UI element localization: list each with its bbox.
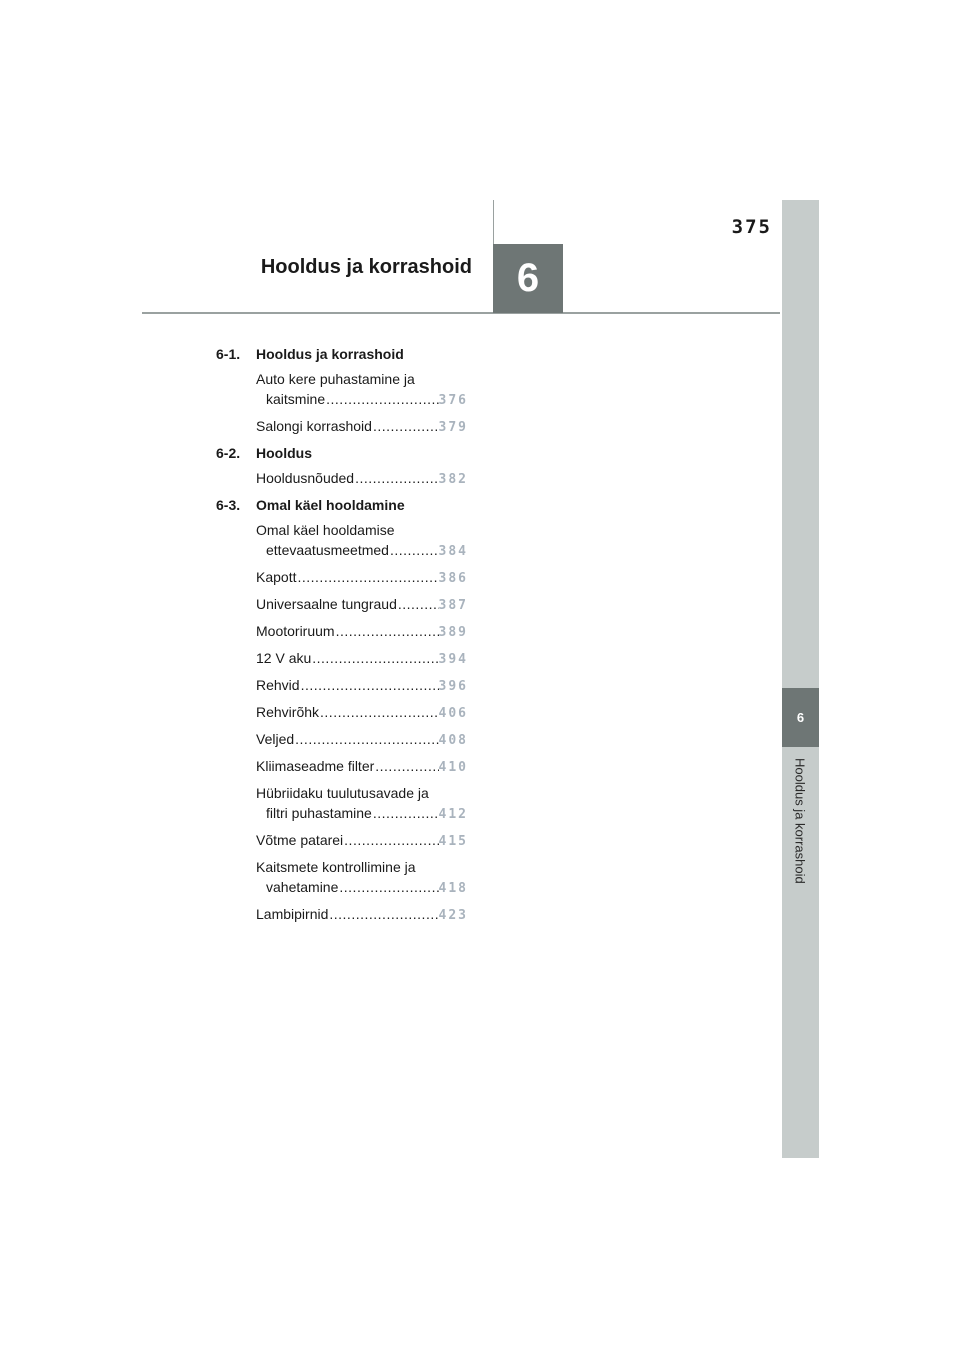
- toc-page-link[interactable]: 415: [438, 834, 468, 849]
- table-of-contents: [216, 344, 468, 931]
- toc-page-link[interactable]: 389: [438, 625, 468, 640]
- toc-entry[interactable]: [256, 416, 468, 438]
- toc-entry-label: ettevaatusmeetmed: [266, 542, 389, 558]
- section-title: Omal käel hooldamine: [256, 497, 405, 513]
- toc-entry-label: Salongi korrashoid: [256, 418, 372, 434]
- toc-entry-label: filtri puhastamine: [266, 805, 372, 821]
- toc-entry-first-line: Kaitsmete kontrollimine ja: [256, 859, 416, 875]
- dot-leader: [397, 594, 439, 614]
- toc-page-link[interactable]: 396: [438, 679, 468, 694]
- dot-leader: [311, 648, 438, 668]
- toc-entry-label: Universaalne tungraud: [256, 596, 397, 612]
- section-number: 6-3.: [216, 497, 241, 513]
- dot-leader: [319, 702, 438, 722]
- toc-entry[interactable]: [256, 468, 468, 490]
- toc-entry[interactable]: [256, 567, 468, 589]
- side-thumb-strip: [782, 200, 819, 1158]
- toc-entry-label: kaitsmine: [266, 391, 326, 407]
- toc-entry[interactable]: [256, 830, 468, 852]
- dot-leader: [296, 567, 438, 587]
- toc-entry[interactable]: [256, 648, 468, 670]
- side-chapter-tab[interactable]: 6: [782, 688, 819, 747]
- header-rule: [142, 312, 780, 314]
- toc-entry-first-line: Omal käel hooldamise: [256, 522, 395, 538]
- dot-leader: [338, 877, 438, 897]
- toc-entry[interactable]: [256, 594, 468, 616]
- toc-entry-first-line: Hübriidaku tuulutusavade ja: [256, 785, 429, 801]
- dot-leader: [389, 540, 439, 560]
- dot-leader: [354, 468, 438, 488]
- toc-page-link[interactable]: 412: [438, 807, 468, 822]
- toc-page-link[interactable]: 410: [438, 760, 468, 775]
- page-number: 375: [731, 216, 772, 238]
- dot-leader: [328, 904, 438, 924]
- toc-entry-label: Veljed: [256, 731, 295, 747]
- toc-entry[interactable]: [256, 369, 468, 411]
- toc-entry-label: 12 V aku: [256, 650, 312, 666]
- dot-leader: [372, 416, 439, 436]
- toc-entry-label: Kliimaseadme filter: [256, 758, 375, 774]
- toc-page-link[interactable]: 423: [438, 908, 468, 923]
- toc-entry[interactable]: [256, 702, 468, 724]
- toc-section-heading[interactable]: [216, 344, 468, 364]
- toc-entry[interactable]: [256, 675, 468, 697]
- toc-entry-label: Kapott: [256, 569, 297, 585]
- header-vertical-rule: [493, 200, 494, 244]
- toc-entry-label: Võtme patarei: [256, 832, 344, 848]
- side-chapter-label: Hooldus ja korrashoid: [792, 758, 808, 884]
- toc-page-link[interactable]: 382: [438, 472, 468, 487]
- toc-page-link[interactable]: 379: [438, 420, 468, 435]
- dot-leader: [300, 675, 439, 695]
- dot-leader: [335, 621, 439, 641]
- toc-entry-label: Mootoriruum: [256, 623, 335, 639]
- toc-page-link[interactable]: 387: [438, 598, 468, 613]
- section-number: 6-2.: [216, 445, 241, 461]
- chapter-title: Hooldus ja korrashoid: [260, 256, 472, 278]
- toc-page-link[interactable]: 376: [438, 393, 468, 408]
- toc-entry-label: vahetamine: [266, 879, 339, 895]
- toc-page-link[interactable]: 394: [438, 652, 468, 667]
- toc-page-link[interactable]: 406: [438, 706, 468, 721]
- dot-leader: [372, 803, 439, 823]
- toc-page-link[interactable]: 386: [438, 571, 468, 586]
- dot-leader: [325, 389, 438, 409]
- dot-leader: [343, 830, 438, 850]
- toc-entry[interactable]: [256, 729, 468, 751]
- toc-page-link[interactable]: 384: [438, 544, 468, 559]
- dot-leader: [374, 756, 438, 776]
- toc-entry[interactable]: [256, 621, 468, 643]
- toc-page-link[interactable]: 408: [438, 733, 468, 748]
- toc-entry[interactable]: [256, 904, 468, 926]
- toc-entry-first-line: Auto kere puhastamine ja: [256, 371, 415, 387]
- toc-section-heading[interactable]: [216, 495, 468, 515]
- section-title: Hooldus: [256, 445, 312, 461]
- toc-entry[interactable]: [256, 783, 468, 825]
- toc-entry-label: Hooldusnõuded: [256, 470, 355, 486]
- toc-entry[interactable]: [256, 520, 468, 562]
- dot-leader: [294, 729, 438, 749]
- toc-entry-label: Rehvid: [256, 677, 300, 693]
- chapter-number-box: 6: [493, 244, 563, 313]
- toc-entry[interactable]: [256, 756, 468, 778]
- toc-entry-label: Lambipirnid: [256, 906, 329, 922]
- toc-entry-label: Rehvirõhk: [256, 704, 320, 720]
- toc-entry[interactable]: [256, 857, 468, 899]
- toc-section-heading[interactable]: [216, 443, 468, 463]
- section-title: Hooldus ja korrashoid: [256, 346, 404, 362]
- toc-page-link[interactable]: 418: [438, 881, 468, 896]
- section-number: 6-1.: [216, 346, 241, 362]
